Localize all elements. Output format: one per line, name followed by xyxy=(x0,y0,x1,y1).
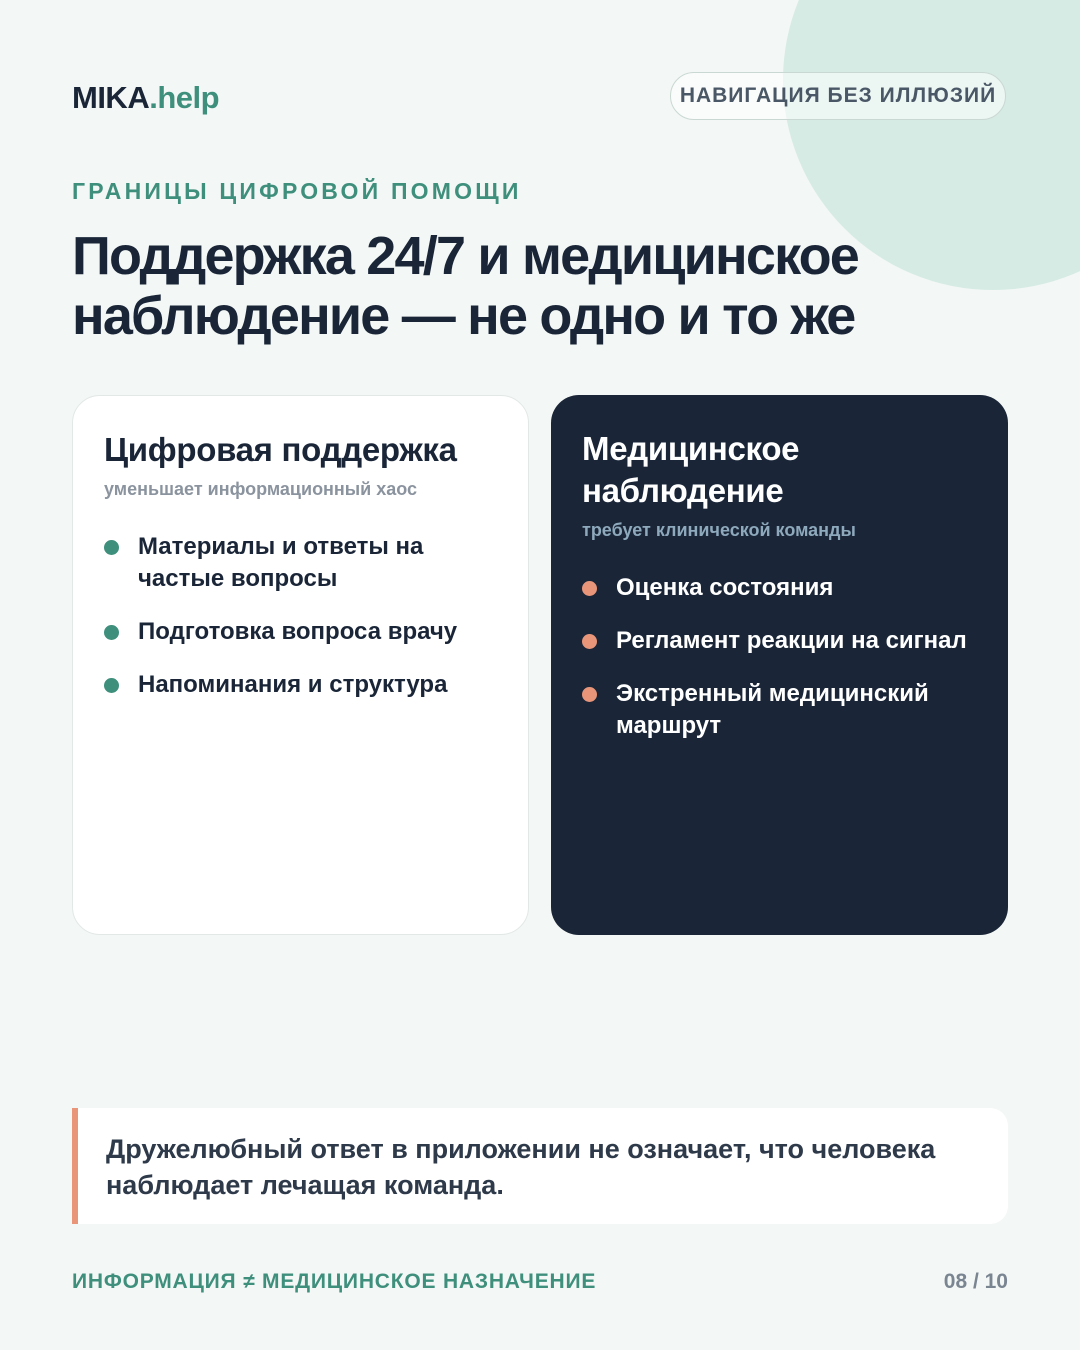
card-subtitle: требует клинической команды xyxy=(582,520,856,540)
brand-domain: .help xyxy=(149,80,220,115)
list-item xyxy=(104,669,498,701)
bullet-dot-icon xyxy=(104,625,119,640)
brand-logo xyxy=(72,80,219,116)
header-badge: НАВИГАЦИЯ БЕЗ ИЛЛЮЗИЙ xyxy=(670,72,1006,120)
list-item-text: Материалы и ответы на частые вопросы xyxy=(138,533,424,592)
list-item xyxy=(104,616,498,648)
medical-observation-card xyxy=(551,395,1008,935)
card-list xyxy=(104,531,498,701)
card-list xyxy=(582,572,978,742)
bullet-dot-icon xyxy=(582,634,597,649)
list-item xyxy=(582,678,978,742)
callout-note: Дружелюбный ответ в приложении не означает, что человека наблюдает лечащая команда. xyxy=(72,1108,1008,1224)
card-title: Медицинское наблюдение xyxy=(582,430,800,509)
bullet-dot-icon xyxy=(582,581,597,596)
footer-caption: ИНФОРМАЦИЯ ≠ МЕДИЦИНСКОЕ НАЗНАЧЕНИЕ xyxy=(72,1270,597,1293)
list-item-text: Регламент реакции на сигнал xyxy=(616,627,967,654)
section-eyebrow: ГРАНИЦЫ ЦИФРОВОЙ ПОМОЩИ xyxy=(72,178,522,204)
list-item-text: Подготовка вопроса врачу xyxy=(138,618,458,645)
list-item xyxy=(582,625,978,657)
bullet-dot-icon xyxy=(104,540,119,555)
brand-name: MIKA xyxy=(72,80,150,115)
list-item-text: Экстренный медицинский маршрут xyxy=(616,680,929,739)
card-title: Цифровая поддержка xyxy=(104,431,457,468)
list-item-text: Оценка состояния xyxy=(616,574,834,601)
page-counter: 08 / 10 xyxy=(943,1270,1008,1293)
card-subtitle: уменьшает информационный хаос xyxy=(104,479,418,499)
bullet-dot-icon xyxy=(582,687,597,702)
page-title: Поддержка 24/7 и медицинское наблюдение — не одно и то же xyxy=(72,226,859,346)
bullet-dot-icon xyxy=(104,678,119,693)
list-item xyxy=(104,531,498,595)
list-item xyxy=(582,572,978,604)
digital-support-card xyxy=(72,395,529,935)
list-item-text: Напоминания и структура xyxy=(138,671,448,698)
